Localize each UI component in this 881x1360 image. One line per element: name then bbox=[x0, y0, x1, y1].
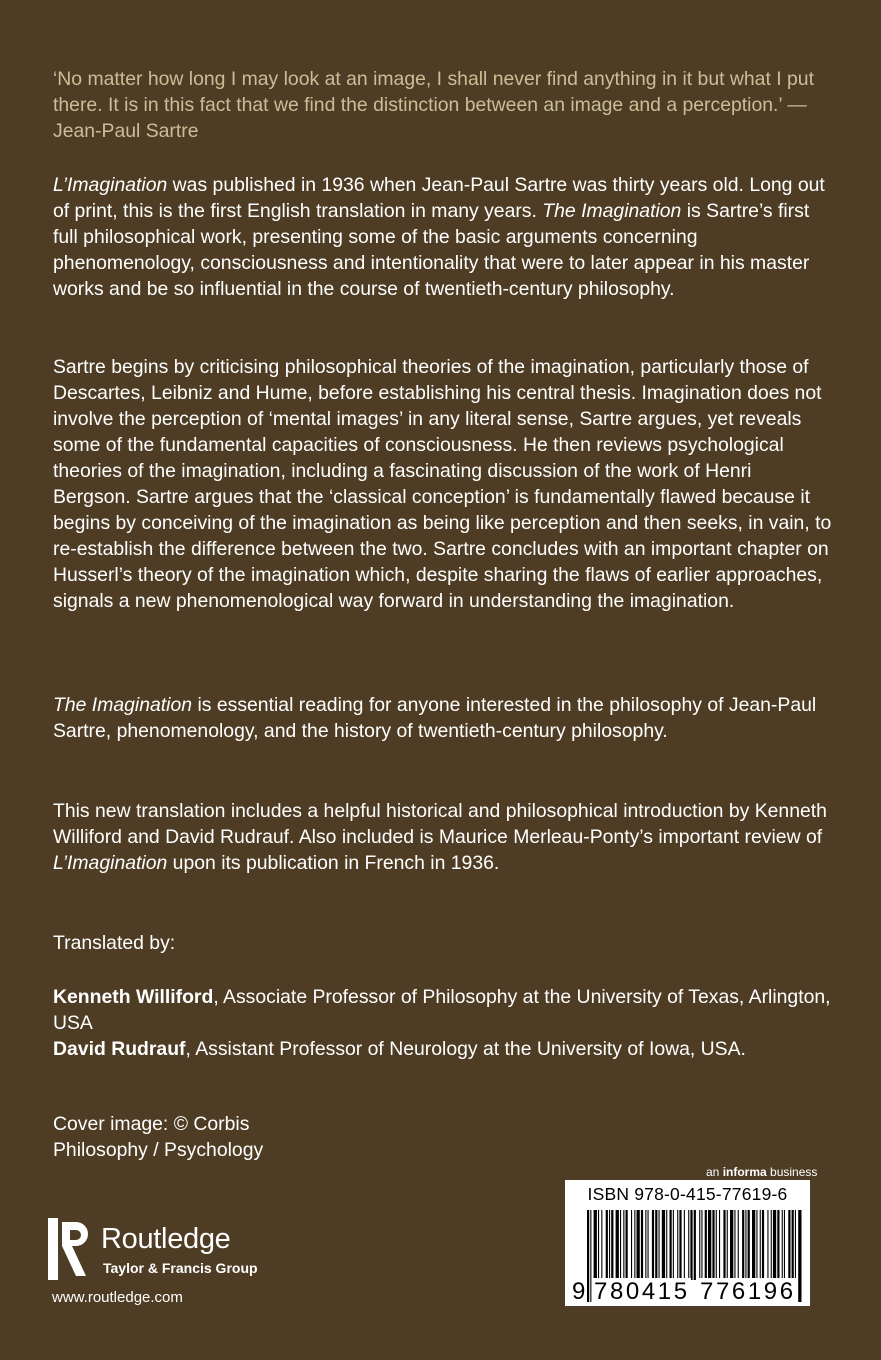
barcode-bar bbox=[705, 1210, 707, 1280]
barcode-bar bbox=[606, 1210, 608, 1280]
routledge-mark-icon bbox=[48, 1218, 90, 1280]
barcode-bar bbox=[648, 1210, 649, 1280]
barcode-bar bbox=[699, 1210, 700, 1280]
barcode-bar bbox=[652, 1210, 654, 1280]
barcode-bar bbox=[609, 1210, 610, 1280]
translator-desc: , Assistant Professor of Neurology at the University of Iowa, USA. bbox=[185, 1038, 746, 1060]
translator-bios bbox=[53, 984, 833, 1062]
barcode-bar bbox=[690, 1210, 692, 1280]
informa-tagline bbox=[706, 1165, 817, 1179]
translator-entry bbox=[53, 984, 833, 1036]
barcode-bar bbox=[601, 1210, 602, 1280]
isbn-left-digits: 780415 bbox=[594, 1278, 690, 1305]
translator-name: Kenneth Williford bbox=[53, 986, 214, 1008]
barcode-bar bbox=[771, 1210, 772, 1280]
publisher-name: Routledge bbox=[101, 1223, 231, 1255]
description-paragraph-2: Sartre begins by criticising philosophical theories of the imagination, particularly those of Descartes, Leibniz and Hume, before establishing his central thesis. Imagination does not involve the perception of ‘mental images’ in any literal sense, Sartre argues, yet reveals some of the fundamental capacities of consciousness. He then reviews psychological theories of the imagination, including a fascinating discussion of the work of Henri Bergson. Sartre argues that the ‘classical conception’ is fundamentally flawed because it begins by conceiving of the imagination as being like perception and then seeks, in vain, to re-establish the difference between the two. Sartre concludes with an important chapter on Husserl’s theory of the imagination which, despite sharing the flaws of earlier approaches, signals a new phenomenological way forward in understanding the imagination. bbox=[53, 356, 832, 612]
barcode-bar bbox=[708, 1210, 711, 1280]
p1-text-a: was published in 1936 when Jean-Paul Sartre was thirty years old. Long out of print, this is the first English translation in many years. bbox=[53, 174, 825, 222]
barcode-bar bbox=[760, 1210, 761, 1280]
p3-text: is essential reading for anyone interested in the philosophy of Jean-Paul Sartre, phenomenology, and the history of twentieth-century philosophy. bbox=[53, 694, 817, 742]
barcode-bar bbox=[773, 1210, 776, 1280]
barcode-bar bbox=[756, 1210, 757, 1280]
barcode-bar bbox=[623, 1210, 624, 1280]
barcode-bar bbox=[723, 1210, 725, 1280]
subject-category: Philosophy / Psychology bbox=[53, 1139, 264, 1161]
barcode-bar bbox=[712, 1210, 714, 1280]
barcode-bar bbox=[670, 1210, 672, 1280]
translator-entry bbox=[53, 1036, 833, 1062]
informa-suffix: business bbox=[766, 1165, 818, 1179]
p1-text-b: is Sartre’s first full philosophical work, presenting some of the basic arguments concerning phenomenology, consciousness and intentionality that were to later appear in his master works and be so influential in the course of twentieth-century philosophy. bbox=[53, 200, 810, 300]
informa-prefix: an bbox=[706, 1165, 723, 1179]
barcode-bar bbox=[767, 1210, 768, 1280]
barcode-bar bbox=[677, 1210, 678, 1280]
barcode-bar bbox=[782, 1210, 783, 1280]
barcode-bar bbox=[792, 1210, 794, 1280]
barcode-bar bbox=[701, 1210, 702, 1280]
barcode-bar bbox=[587, 1210, 589, 1302]
translated-by-heading: Translated by: bbox=[53, 932, 176, 954]
cover-image-credit: Cover image: © Corbis bbox=[53, 1113, 250, 1135]
barcode-bar bbox=[679, 1210, 681, 1280]
translator-desc: , Associate Professor of Philosophy at the University of Texas, Arlington, USA bbox=[53, 986, 831, 1034]
barcode-bar bbox=[641, 1210, 643, 1280]
barcode-bar bbox=[659, 1210, 660, 1280]
barcode-bar bbox=[666, 1210, 667, 1280]
epigraph-quote: ‘No matter how long I may look at an image, I shall never find anything in it but what I put there. It is in this fact that we find the distinction between an image and a perception.’ — Jean-Paul Sartre bbox=[53, 68, 814, 142]
barcode-bar bbox=[616, 1210, 619, 1280]
description-paragraph-4 bbox=[53, 798, 833, 876]
barcode-bar bbox=[694, 1210, 696, 1280]
barcode-bar bbox=[742, 1210, 744, 1280]
barcode-bar bbox=[795, 1210, 796, 1280]
barcode-bar bbox=[626, 1210, 628, 1280]
barcode-bar bbox=[788, 1210, 790, 1280]
barcode-bar bbox=[734, 1210, 735, 1280]
barcode-bar bbox=[730, 1210, 733, 1280]
barcode-bar bbox=[798, 1210, 801, 1302]
barcode-bar bbox=[662, 1210, 665, 1280]
barcode-bar bbox=[645, 1210, 646, 1280]
barcode-bar bbox=[634, 1210, 635, 1280]
barcode-bar bbox=[590, 1210, 591, 1302]
description-paragraph-3 bbox=[53, 692, 833, 744]
cover-credits bbox=[53, 1111, 833, 1163]
publisher-website[interactable]: www.routledge.com bbox=[52, 1289, 183, 1306]
barcode-bar bbox=[752, 1210, 755, 1280]
barcode-bar bbox=[655, 1210, 657, 1280]
description-paragraph-1 bbox=[53, 172, 833, 302]
barcode-bar bbox=[631, 1210, 632, 1280]
barcode-bar bbox=[748, 1210, 750, 1280]
barcode-bar bbox=[598, 1210, 599, 1280]
isbn-label: ISBN 978-0-415-77619-6 bbox=[587, 1184, 788, 1204]
barcode-bar bbox=[777, 1210, 779, 1280]
p4-text-b: upon its publication in French in 1936. bbox=[167, 852, 500, 874]
barcode-bar bbox=[637, 1210, 640, 1280]
barcode-bar bbox=[738, 1210, 739, 1280]
p4-text-a: This new translation includes a helpful historical and philosophical introduction by Kenneth Williford and David Rudrauf. Also included is Maurice Merleau-Ponty’s important review of bbox=[53, 800, 827, 848]
barcode-bar bbox=[673, 1210, 674, 1280]
translator-name: David Rudrauf bbox=[53, 1038, 186, 1060]
barcode-bar bbox=[611, 1210, 613, 1280]
book-title-french: L’Imagination bbox=[53, 852, 168, 874]
barcode-bar bbox=[620, 1210, 621, 1280]
book-title-french: L’Imagination bbox=[53, 174, 168, 196]
publisher-group: Taylor & Francis Group bbox=[103, 1260, 258, 1276]
barcode-bar bbox=[594, 1210, 597, 1280]
isbn-barcode bbox=[565, 1180, 810, 1306]
book-title-english: The Imagination bbox=[542, 200, 682, 222]
isbn-right-digits: 776196 bbox=[700, 1278, 796, 1305]
barcode-bar bbox=[745, 1210, 746, 1280]
book-title-english: The Imagination bbox=[53, 694, 193, 716]
barcode-bar bbox=[762, 1210, 764, 1280]
informa-brand: informa bbox=[722, 1165, 767, 1179]
barcode-bar bbox=[716, 1210, 717, 1280]
barcode-bar bbox=[784, 1210, 785, 1280]
barcode-bar bbox=[719, 1210, 720, 1280]
barcode-bar bbox=[727, 1210, 728, 1280]
isbn-lead-digit: 9 bbox=[572, 1278, 586, 1305]
